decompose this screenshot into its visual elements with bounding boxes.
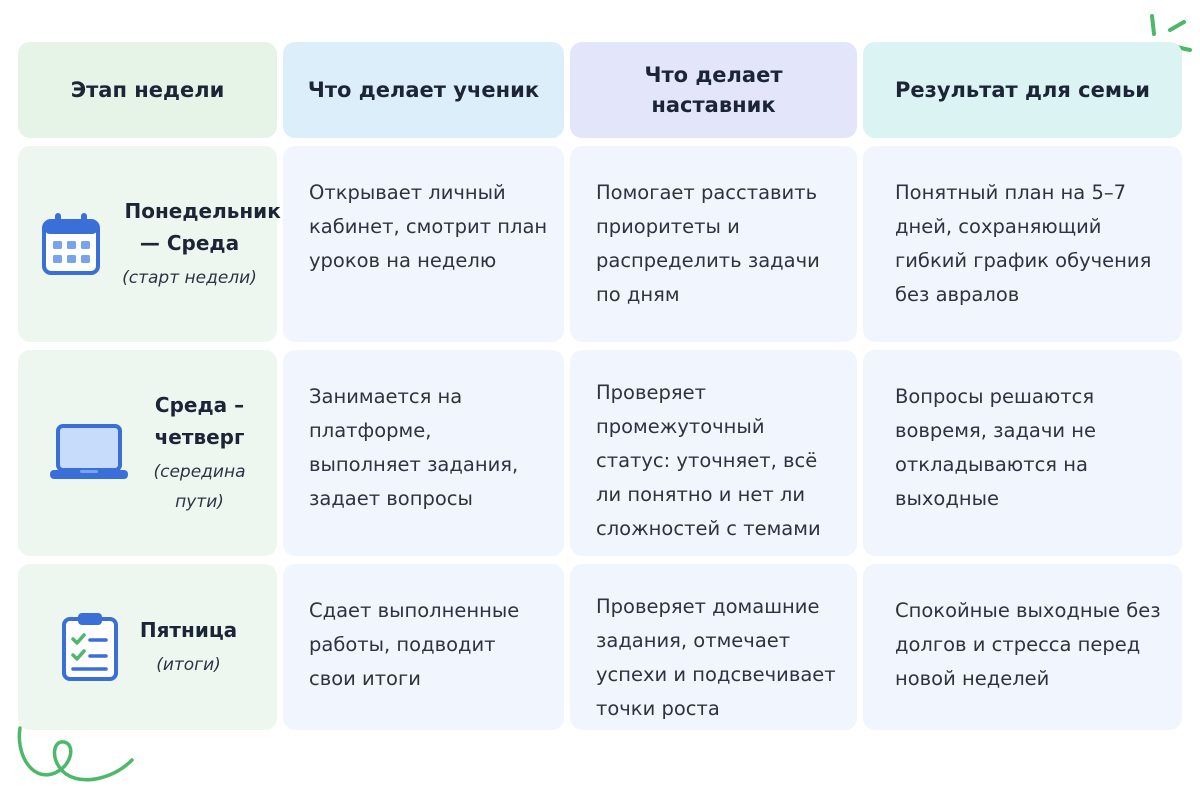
header-stage: Этап недели bbox=[18, 42, 277, 138]
weekly-stages-table bbox=[18, 42, 1182, 730]
squiggle-decoration-icon bbox=[10, 722, 140, 792]
header-family: Результат для семьи bbox=[863, 42, 1182, 138]
clipboard-checklist-icon bbox=[60, 611, 120, 683]
stage-cell-wed-thu bbox=[18, 350, 277, 556]
mentor-cell: Проверяет домашние задания, отмечает успехи и подсвечивает точки роста bbox=[570, 564, 857, 730]
student-cell: Сдает выполненные работы, подводит свои итоги bbox=[283, 564, 564, 730]
stage-note: (старт недели) bbox=[122, 268, 257, 288]
header-student: Что делает ученик bbox=[283, 42, 564, 138]
mentor-cell: Проверяет промежуточный статус: уточняет, всё ли понятно и нет ли сложностей с темами bbox=[570, 350, 857, 556]
stage-cell-friday bbox=[18, 564, 277, 730]
stage-name: Среда – четверг bbox=[154, 393, 245, 449]
stage-note: (середина пути) bbox=[153, 462, 246, 512]
family-cell: Понятный план на 5–7 дней, сохраняющий гибкий график обучения без авралов bbox=[863, 146, 1182, 342]
student-cell: Открывает личный кабинет, смотрит план уроков на неделю bbox=[283, 146, 564, 342]
mentor-cell: Помогает расставить приоритеты и распределить задачи по дням bbox=[570, 146, 857, 342]
calendar-icon bbox=[40, 211, 102, 277]
family-cell: Спокойные выходные без долгов и стресса перед новой неделей bbox=[863, 564, 1182, 730]
stage-cell-mon-wed bbox=[18, 146, 281, 342]
laptop-icon bbox=[48, 422, 130, 484]
student-cell: Занимается на платформе, выполняет задания, задает вопросы bbox=[283, 350, 564, 556]
stage-name: Пятница bbox=[139, 618, 238, 642]
header-mentor: Что делает наставник bbox=[570, 42, 857, 138]
stage-note: (итоги) bbox=[156, 655, 221, 675]
stage-name: Понедельник — Среда bbox=[124, 199, 281, 255]
family-cell: Вопросы решаются вовремя, задачи не откладываются на выходные bbox=[863, 350, 1182, 556]
